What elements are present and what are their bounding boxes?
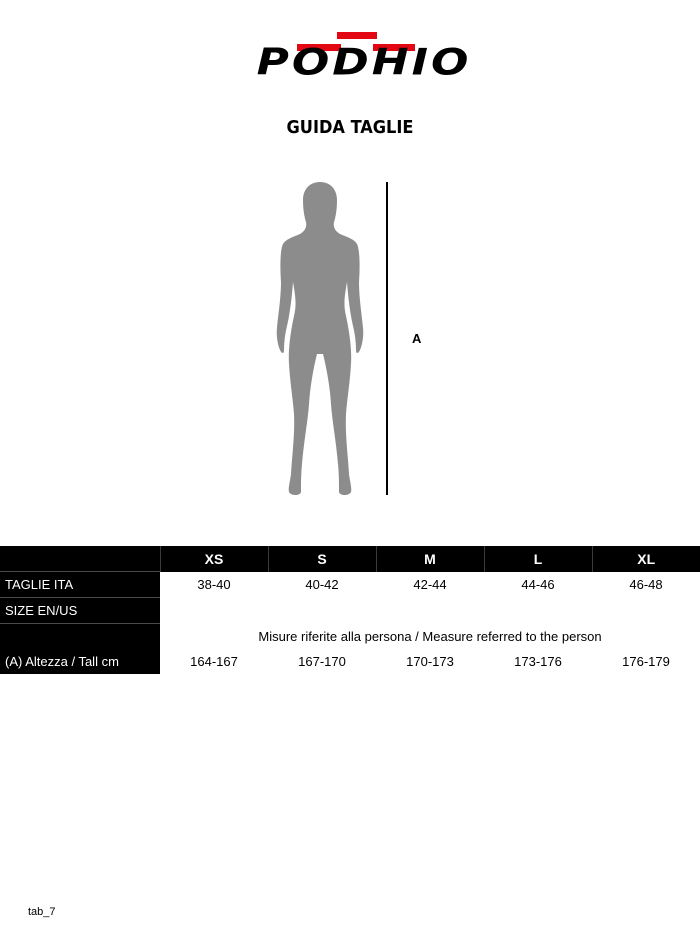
table-cell: 42-44 — [413, 577, 447, 592]
table-cell: 176-179 — [622, 654, 670, 669]
table-cell: 170-173 — [406, 654, 454, 669]
note-row-label-cell — [0, 624, 160, 650]
female-silhouette-icon — [270, 178, 370, 500]
table-cell: 46-48 — [629, 577, 663, 592]
row-label-size-en-us: SIZE EN/US — [0, 598, 160, 624]
page-title: GUIDA TAGLIE — [286, 117, 414, 138]
table-cell: 44-46 — [521, 577, 555, 592]
measurement-note: Misure riferite alla persona / Measure referred to the person — [258, 628, 602, 644]
table-cell: 167-170 — [298, 654, 346, 669]
table-row — [0, 598, 700, 624]
measure-label-a: A — [412, 331, 422, 346]
row-label-altezza: (A) Altezza / Tall cm — [0, 649, 160, 674]
logo-wordmark: PODHIO — [256, 41, 472, 84]
header-corner-cell — [0, 546, 160, 572]
table-cell — [160, 598, 268, 624]
table-cell — [484, 598, 592, 624]
table-cell: 164-167 — [190, 654, 238, 669]
table-note-row — [0, 624, 700, 650]
footer-code: tab_7 — [28, 906, 56, 918]
brand-logo — [213, 30, 515, 90]
table-cell — [376, 598, 484, 624]
size-header-xs: XS — [160, 546, 268, 572]
table-cell — [268, 598, 376, 624]
table-cell: 40-42 — [305, 577, 339, 592]
table-cell — [592, 598, 700, 624]
row-label-taglie-ita: TAGLIE ITA — [0, 572, 160, 598]
size-header-m: M — [376, 546, 484, 572]
table-cell: 173-176 — [514, 654, 562, 669]
size-header-l: L — [484, 546, 592, 572]
table-row — [0, 572, 700, 598]
table-row — [0, 649, 700, 674]
size-header-xl: XL — [592, 546, 700, 572]
size-header-row — [0, 546, 700, 572]
size-table — [0, 546, 700, 674]
size-header-s: S — [268, 546, 376, 572]
height-measure-line — [386, 182, 388, 495]
logo-accent-bar-center — [337, 32, 377, 39]
table-cell: 38-40 — [197, 577, 231, 592]
